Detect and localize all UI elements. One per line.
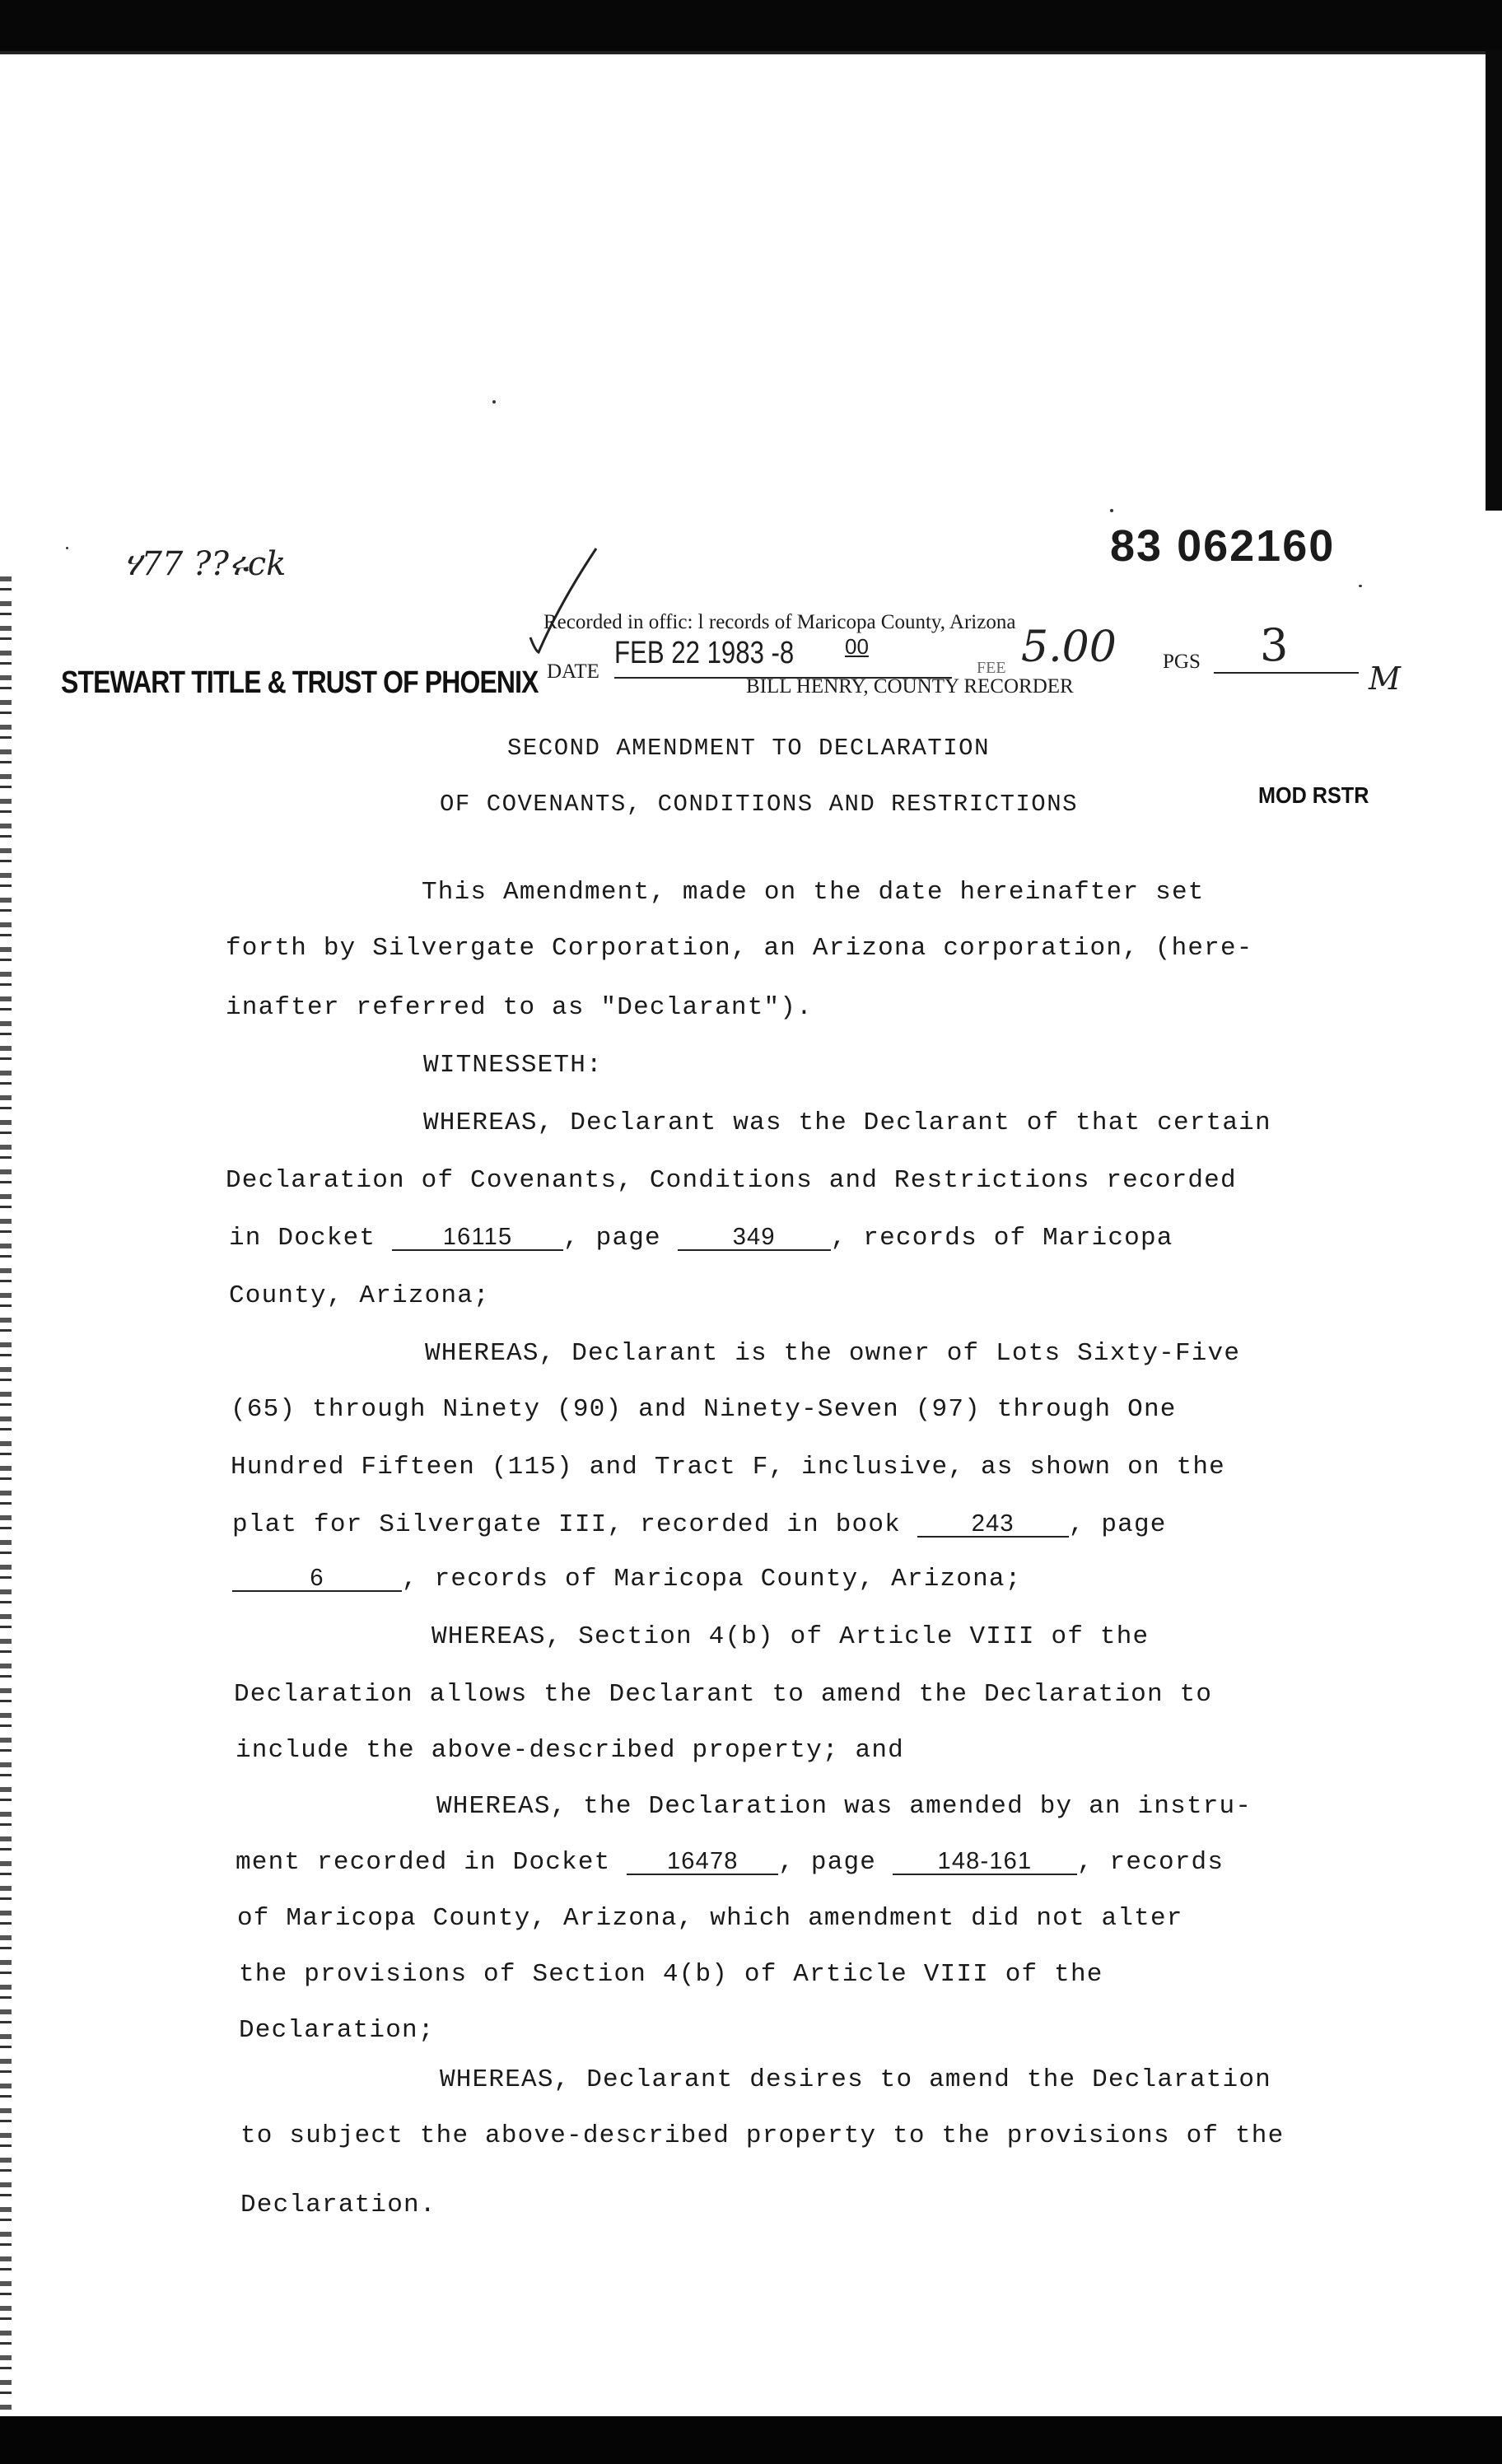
para1-line1: This Amendment, made on the date hereinafter set (422, 878, 1205, 907)
scan-speck (1359, 585, 1362, 587)
recorded-date: FEB 22 1983 -8 (614, 636, 795, 670)
para2-line3 (229, 1224, 1173, 1253)
county-recorder: BILL HENRY, COUNTY RECORDER (746, 675, 1074, 698)
para2-line4: County, Arizona; (229, 1281, 490, 1310)
fee-label: FEE (977, 659, 1006, 677)
filed-by-agent: STEWART TITLE & TRUST OF PHOENIX (61, 665, 539, 700)
para3-page-text: , page (1068, 1510, 1167, 1539)
para4-line2: Declaration allows the Declarant to amend the Declaration to (234, 1680, 1213, 1709)
recorded-in-statement: Recorded in offic: l records of Maricopa County, Arizona (543, 611, 1016, 633)
recorded-time-minutes: 00 (845, 634, 869, 659)
scan-border-right (1486, 49, 1502, 511)
para5-line4: the provisions of Section 4(b) of Article VIII of the (239, 1960, 1103, 1989)
para2-records-text: , records of Maricopa (830, 1224, 1173, 1253)
pages-label: PGS (1163, 651, 1201, 673)
para2-in-docket-text: in Docket (229, 1224, 376, 1253)
para2-line1: WHEREAS, Declarant was the Declarant of that certain (423, 1108, 1271, 1137)
scan-speck (1110, 509, 1113, 512)
page-number-field: 349 (678, 1225, 831, 1251)
scan-border-bottom (0, 2416, 1502, 2464)
handwritten-note: ሃ77 ??ሩck (124, 545, 287, 583)
para5-line3: of Maricopa County, Arizona, which amendment did not alter (237, 1904, 1183, 1933)
scan-border-top-edge (0, 51, 1489, 54)
pages-underline (1214, 672, 1359, 674)
scan-speck (492, 400, 496, 404)
para5-line5: Declaration; (239, 2016, 435, 2045)
para5-line1: WHEREAS, the Declaration was amended by an instru- (436, 1792, 1252, 1821)
para3-records-text: , records of Maricopa County, Arizona; (402, 1565, 1022, 1594)
para2-line2: Declaration of Covenants, Conditions and Restrictions recorded (226, 1166, 1237, 1195)
fee-amount: 5.00 (1021, 623, 1117, 672)
margin-initials: M (1369, 660, 1401, 697)
date-label: DATE (547, 660, 599, 683)
para2-page-text: , page (563, 1224, 661, 1253)
handwritten-check-mark (527, 545, 601, 660)
plat-page-field: 6 (232, 1566, 402, 1592)
para5-line2 (236, 1848, 1224, 1877)
para6-line2: to subject the above-described property to the provisions of the (240, 2121, 1285, 2150)
amendment-docket-field: 16478 (627, 1849, 778, 1875)
para3-line3: Hundred Fifteen (115) and Tract F, inclusive, as shown on the (231, 1453, 1225, 1482)
para3-plat-text: plat for Silvergate III, recorded in book (232, 1510, 901, 1539)
para3-line4 (232, 1510, 1167, 1539)
para4-line3: include the above-described property; and (236, 1736, 904, 1765)
document-serial-number: 83 062160 (1110, 521, 1336, 571)
para5-page-text: , page (778, 1848, 877, 1877)
para3-line2: (65) through Ninety (90) and Ninety-Seven (97) through One (231, 1395, 1177, 1424)
document-title-line-2: OF COVENANTS, CONDITIONS AND RESTRICTIONS (440, 791, 1079, 818)
para6-line3: Declaration. (240, 2191, 436, 2219)
document-title-line-1: SECOND AMENDMENT TO DECLARATION (507, 735, 990, 762)
para5-records-text: , records (1076, 1848, 1224, 1877)
para4-line1: WHEREAS, Section 4(b) of Article VIII of the (431, 1622, 1150, 1651)
amendment-page-field: 148-161 (893, 1849, 1077, 1875)
book-number-field: 243 (917, 1511, 1069, 1538)
docket-number-field: 16115 (392, 1225, 563, 1251)
index-stamp: MOD RSTR (1258, 782, 1369, 808)
page-count: 3 (1260, 619, 1289, 671)
para3-line5 (232, 1565, 1022, 1594)
witnesseth-heading: WITNESSETH: (423, 1051, 603, 1080)
para6-line1: WHEREAS, Declarant desires to amend the Declaration (440, 2065, 1271, 2094)
para1-line2: forth by Silvergate Corporation, an Arizona corporation, (here- (226, 934, 1253, 963)
para3-line1: WHEREAS, Declarant is the owner of Lots Sixty-Five (425, 1339, 1241, 1368)
para5-recorded-text: ment recorded in Docket (236, 1848, 611, 1877)
scan-border-left (0, 576, 12, 2421)
scan-border-top (0, 0, 1502, 51)
scan-speck (66, 547, 68, 549)
para1-line3: inafter referred to as "Declarant"). (226, 993, 813, 1022)
